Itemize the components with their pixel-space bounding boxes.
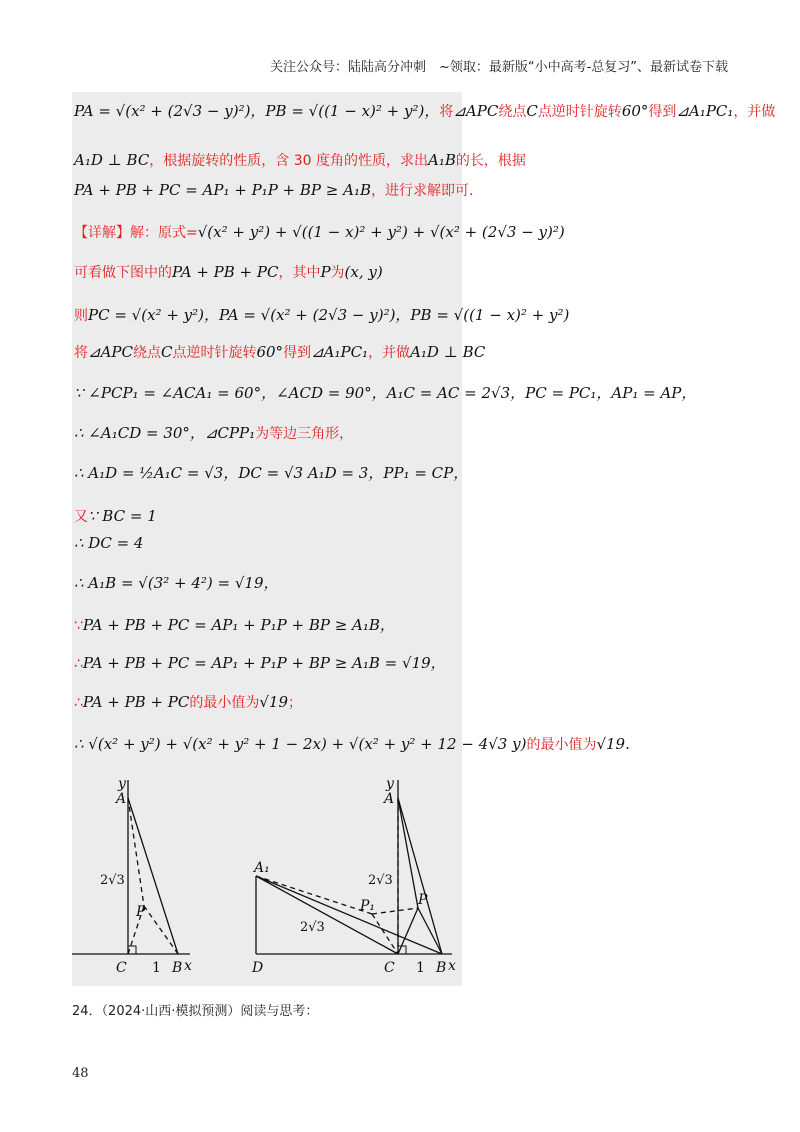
solution-line-2-part-4: 的长，根据 [455, 153, 526, 169]
solution-line-7-part-5: 点逆时针旋转 [172, 345, 257, 361]
fig2-label-P1: P₁ [360, 898, 376, 914]
solution-line-16 [74, 692, 302, 712]
solution-line-7-part-2: ⊿APC [88, 343, 133, 361]
solution-line-5 [74, 262, 383, 282]
solution-line-7-part-3: 绕点 [132, 345, 161, 361]
fig1-label-P: P [136, 904, 146, 920]
fig1-label-y: y [118, 776, 126, 792]
fig1-label-A: A [116, 791, 127, 807]
figure-svg [72, 776, 462, 986]
fig2-label-len1: 2√3 [368, 873, 393, 888]
solution-line-3-part-1: PA + PB + PC = AP₁ + P₁P + BP ≥ A₁B [74, 181, 371, 199]
fig2-segment-AP [398, 798, 418, 908]
fig1-segment-BP [144, 906, 178, 954]
solution-line-9-part-1: ∴ ∠A₁CD = 30°，⊿CPP₁ [74, 424, 256, 442]
fig2-label-1: 1 [416, 960, 425, 976]
solution-line-4-part-1: 【详解】解：原式= [74, 225, 198, 241]
solution-line-6-part-2: PC = √(x² + y²)，PA = √(x² + (2√3 − y)²)，PB = √((1 − x)² + y²) [88, 306, 570, 324]
solution-line-1-part-3: ⊿APC [453, 102, 499, 120]
fig2-segment-PC [398, 908, 418, 954]
solution-line-1-part-6: 点逆时针旋转 [537, 104, 622, 120]
fig1-label-C: C [116, 960, 127, 976]
solution-line-17-part-1: ∴ √(x² + y²) + √(x² + y² + 1 − 2x) + √(x² + y² + 12 − 4√3 y) [74, 735, 527, 753]
solution-line-17-part-2: 的最小值为 [526, 737, 597, 753]
fig2-label-B: B [436, 960, 447, 976]
figure-2 [256, 780, 452, 954]
fig1-label-1: 1 [152, 960, 161, 976]
solution-line-2-part-2: ，根据旋转的性质，含 30 度角的性质，求出 [149, 153, 429, 169]
solution-line-5-part-5: 为 [330, 265, 345, 281]
fig2-label-C: C [384, 960, 395, 976]
solution-line-10 [74, 462, 468, 483]
fig2-label-A: A [384, 791, 395, 807]
solution-line-4-part-2: √(x² + y²) + √((1 − x)² + y²) + √(x² + (2√3 − y)²) [197, 223, 565, 241]
solution-line-16-part-2: PA + PB + PC [82, 693, 190, 711]
next-problem-heading: 24．（2024·山西·模拟预测）阅读与思考： [72, 1004, 319, 1019]
solution-line-16-part-1: ∴ [74, 695, 83, 711]
solution-line-9 [74, 422, 353, 443]
solution-line-10-part-1: ∴ A₁D = ½A₁C = √3，DC = √3 A₁D = 3，PP₁ = CP， [74, 464, 469, 482]
solution-line-1-part-2: 将 [439, 104, 454, 120]
solution-line-5-part-1: 可看做下图中的 [74, 265, 172, 281]
solution-line-1-part-1: PA = √(x² + (2√3 − y)²)，PB = √((1 − x)² + y²)， [74, 102, 440, 120]
solution-line-16-part-5: ； [288, 695, 303, 711]
solution-line-7-part-10: A₁D ⊥ BC [410, 343, 486, 361]
solution-line-7-part-7: 得到 [283, 345, 312, 361]
solution-line-15 [74, 652, 446, 673]
solution-line-4 [74, 222, 565, 242]
solution-line-14 [74, 614, 395, 635]
solution-line-8 [74, 382, 696, 403]
fig2-segment-AB [398, 798, 442, 954]
solution-line-11-part-2: ∵ BC = 1 [88, 507, 157, 525]
solution-line-11 [74, 506, 157, 526]
solution-line-7 [74, 342, 485, 362]
page-number: 48 [72, 1066, 89, 1081]
fig2-segment-P1P [372, 908, 418, 914]
solution-line-7-part-9: ，并做 [368, 345, 411, 361]
fig2-label-P: P [418, 892, 428, 908]
solution-line-7-part-4: C [160, 343, 173, 361]
solution-line-15-part-2: PA + PB + PC = AP₁ + P₁P + BP ≥ A₁B = √19， [82, 654, 446, 672]
fig1-label-len: 2√3 [100, 873, 125, 888]
solution-line-5-part-3: ，其中 [278, 265, 321, 281]
solution-line-8-part-1: ∵ ∠PCP₁ = ∠ACA₁ = 60°，∠ACD = 90°，A₁C = AC = 2√3，PC = PC₁，AP₁ = AP， [74, 384, 697, 402]
solution-line-6-part-1: 则 [74, 308, 88, 324]
fig1-label-x: x [184, 958, 192, 974]
solution-line-1 [74, 100, 775, 121]
solution-line-5-part-6: (x, y) [344, 263, 383, 281]
solution-line-12-part-1: ∴ DC = 4 [74, 534, 144, 552]
solution-line-1-part-9: ⊿A₁PC₁ [676, 102, 734, 120]
solution-line-1-part-4: 绕点 [498, 104, 527, 120]
solution-line-14-part-2: PA + PB + PC = AP₁ + P₁P + BP ≥ A₁B， [82, 616, 395, 634]
solution-line-16-part-4: √19 [259, 693, 289, 711]
solution-line-13-part-1: ∴ A₁B = √(3² + 4²) = √19， [74, 574, 279, 592]
solution-line-12 [74, 534, 143, 552]
solution-line-17-part-3: √19. [596, 735, 630, 753]
solution-line-9-part-2: 为等边三角形， [255, 426, 354, 442]
solution-line-1-part-10: ，并做 [733, 104, 776, 120]
fig2-label-len2: 2√3 [300, 920, 325, 935]
solution-line-1-part-5: C [526, 102, 538, 120]
solution-line-6 [74, 304, 569, 325]
fig2-label-D: D [252, 960, 264, 976]
figure-1 [72, 780, 190, 954]
solution-line-2 [74, 150, 526, 170]
fig2-label-x: x [448, 958, 456, 974]
fig1-segment-AB [128, 798, 178, 954]
solution-line-2-part-3: A₁B [428, 151, 456, 169]
figure-area [72, 776, 462, 986]
fig1-segment-AP [128, 798, 144, 906]
page-header: 关注公众号：陆陆高分冲刺 ~领取：最新版“小中高考-总复习”、最新试卷下载 [269, 60, 728, 75]
fig2-label-A1: A₁ [254, 860, 270, 876]
fig2-segment-PB [418, 908, 442, 954]
solution-line-5-part-2: PA + PB + PC [172, 263, 279, 281]
solution-line-3-part-2: ，进行求解即可. [370, 183, 474, 199]
solution-line-7-part-1: 将 [74, 345, 88, 361]
solution-line-1-part-8: 得到 [648, 104, 677, 120]
solution-line-15-part-1: ∴ [74, 656, 83, 672]
solution-line-11-part-1: 又 [74, 509, 88, 525]
solution-line-2-part-1: A₁D ⊥ BC [74, 151, 150, 169]
solution-line-17 [74, 734, 630, 754]
solution-line-16-part-3: 的最小值为 [189, 695, 260, 711]
solution-line-7-part-8: ⊿A₁PC₁ [311, 343, 369, 361]
solution-line-1-part-7: 60° [621, 102, 649, 120]
solution-line-5-part-4: P [320, 263, 331, 281]
solution-line-13 [74, 572, 279, 593]
solution-line-3 [74, 180, 473, 200]
fig2-label-y: y [386, 776, 394, 792]
solution-line-7-part-6: 60° [256, 343, 284, 361]
solution-line-14-part-1: ∵ [74, 618, 83, 634]
fig1-label-B: B [172, 960, 183, 976]
